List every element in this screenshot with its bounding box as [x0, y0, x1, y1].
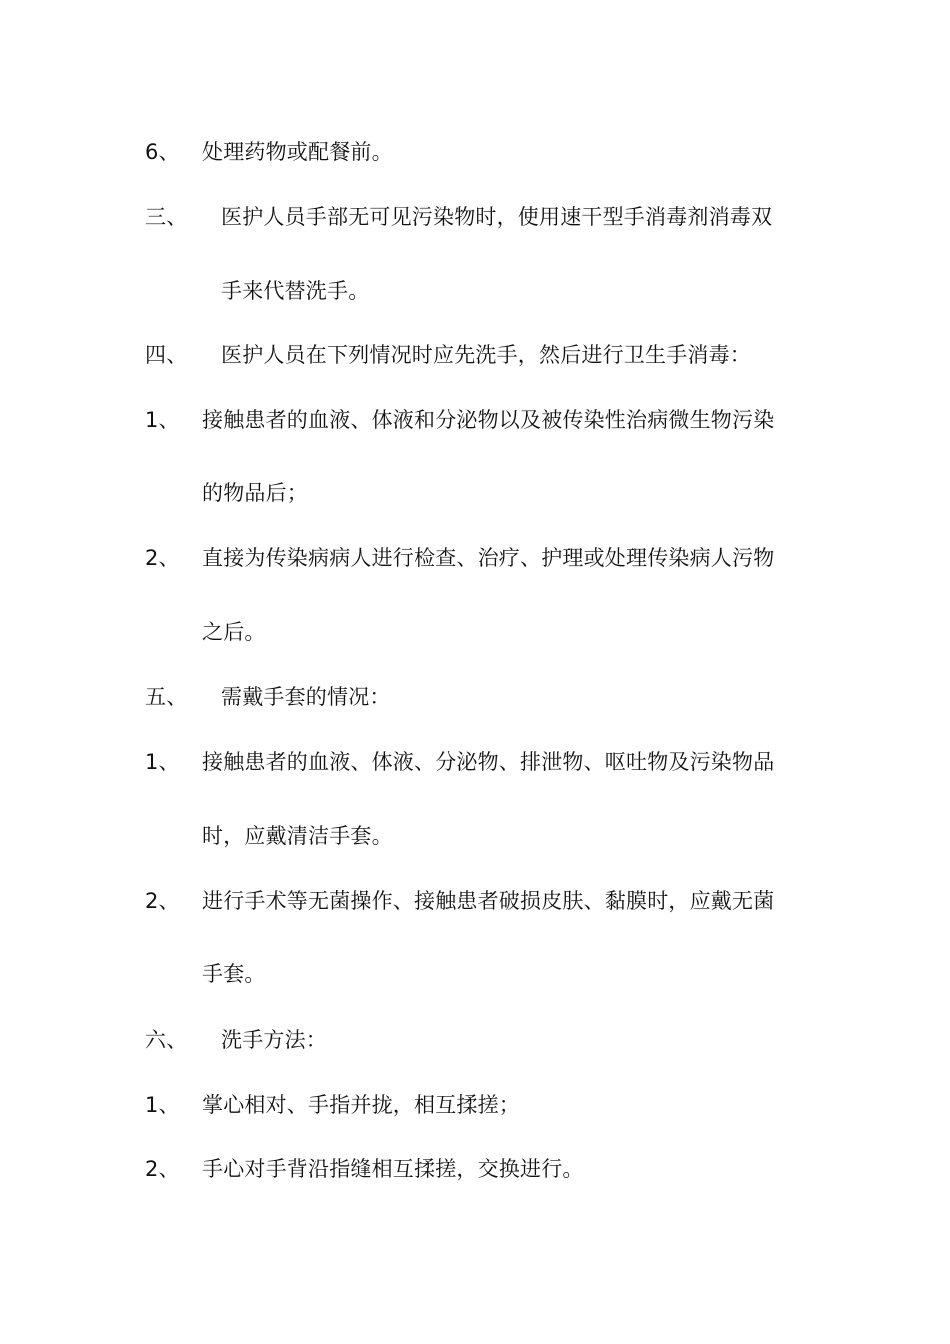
item-marker: 2、 — [145, 889, 180, 913]
item-marker: 2、 — [145, 546, 180, 570]
section-text: 洗手方法： — [221, 1028, 327, 1052]
item-text-continued: 的物品后； — [202, 481, 308, 505]
item-marker: 6、 — [145, 140, 180, 164]
section-marker: 五、 — [145, 685, 188, 709]
section-marker: 三、 — [145, 205, 188, 229]
section-text: 医护人员在下列情况时应先洗手，然后进行卫生手消毒： — [221, 343, 751, 367]
section-marker: 四、 — [145, 343, 188, 367]
section-marker: 六、 — [145, 1028, 188, 1052]
item-marker: 1、 — [145, 1093, 180, 1117]
section-text: 需戴手套的情况： — [221, 685, 391, 709]
item-text-continued: 时，应戴清洁手套。 — [202, 824, 393, 848]
item-text: 接触患者的血液、体液和分泌物以及被传染性治病微生物污染 — [202, 408, 775, 432]
item-text: 接触患者的血液、体液、分泌物、排泄物、呕吐物及污染物品 — [202, 750, 775, 774]
item-marker: 1、 — [145, 408, 180, 432]
item-text: 处理药物或配餐前。 — [202, 140, 393, 164]
item-text-continued: 手套。 — [202, 962, 266, 986]
item-text: 掌心相对、手指并拢，相互揉搓； — [202, 1093, 520, 1117]
item-text: 直接为传染病病人进行检查、治疗、护理或处理传染病人污物 — [202, 546, 775, 570]
section-text-continued: 手来代替洗手。 — [221, 279, 370, 303]
section-text: 医护人员手部无可见污染物时，使用速干型手消毒剂消毒双 — [221, 205, 773, 229]
item-marker: 2、 — [145, 1157, 180, 1181]
item-text-continued: 之后。 — [202, 620, 266, 644]
item-text: 手心对手背沿指缝相互揉搓，交换进行。 — [202, 1157, 584, 1181]
item-text: 进行手术等无菌操作、接触患者破损皮肤、黏膜时，应戴无菌 — [202, 889, 775, 913]
item-marker: 1、 — [145, 750, 180, 774]
